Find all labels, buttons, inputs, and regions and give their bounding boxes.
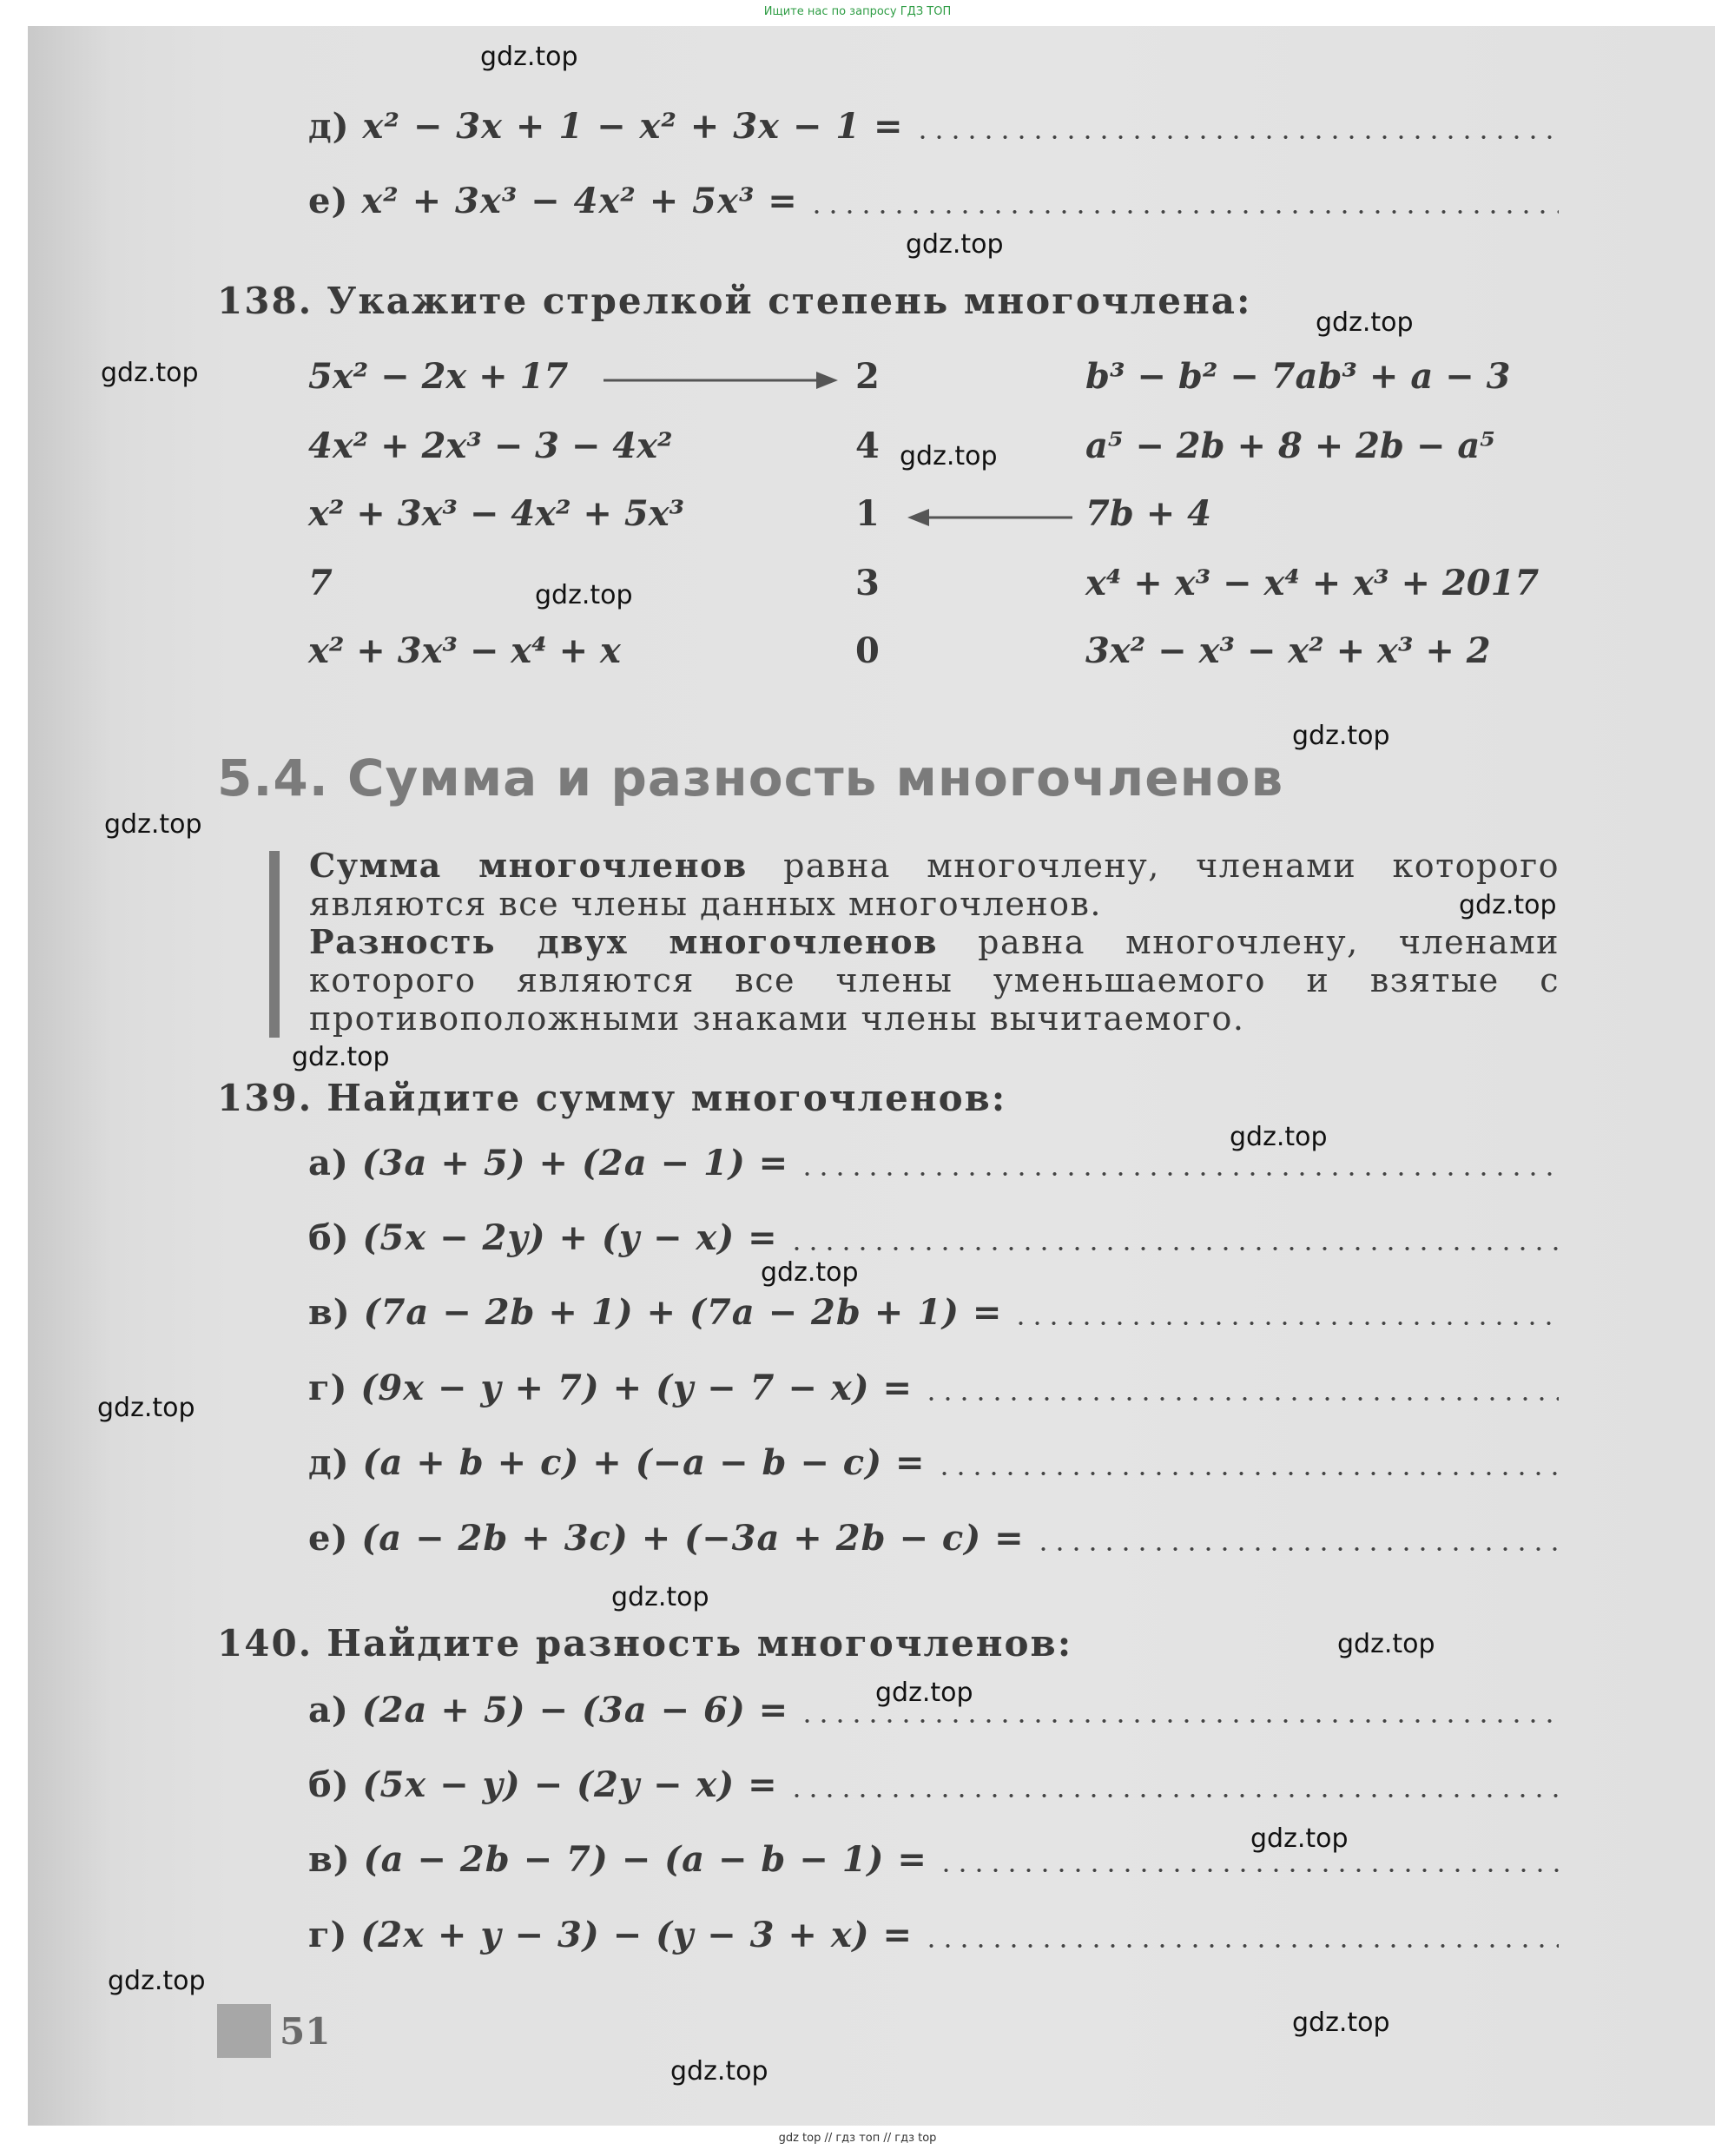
item-expression: (a + b + c) + (−a − b − c) = [362,1442,926,1483]
item-expression: (a − 2b + 3c) + (−3a + 2b − c) = [361,1518,1025,1559]
watermark: gdz.top [1292,2008,1390,2038]
ex138-left-3: 7 [308,563,333,603]
item-label: а) [308,1690,349,1731]
rule-box [309,847,1560,1038]
ex139-title [217,1077,1006,1119]
ex138-right-1: a⁵ − 2b + 8 + 2b − a⁵ [1085,425,1495,466]
item-expression: (9x − y + 7) + (y − 7 − x) = [360,1368,914,1408]
arrow-left-icon [903,502,1077,533]
watermark: gdz.top [1250,1823,1349,1854]
ex138-right-0: b³ − b² − 7ab³ + a − 3 [1085,356,1511,397]
answer-dots[interactable] [808,209,1559,214]
watermark: gdz.top [761,1257,859,1288]
item-expression: (2x + y − 3) − (y − 3 + x) = [360,1915,914,1955]
ex139-item-d [308,1442,1559,1483]
answer-dots[interactable] [788,1793,1559,1798]
watermark: gdz.top [875,1678,973,1708]
rule-diff-term: Разность двух многочленов [309,922,939,961]
top-search-note[interactable]: Ищите нас по запросу ГДЗ ТОП [763,5,952,18]
item-label: г) [308,1915,348,1955]
item-expression: (7a − 2b + 1) + (7a − 2b + 1) = [363,1292,1003,1333]
answer-dots[interactable] [1035,1546,1559,1552]
answer-dots[interactable] [936,1471,1559,1476]
watermark: gdz.top [535,580,633,610]
watermark: gdz.top [1230,1122,1328,1152]
rule-sidebar [269,851,280,1038]
ex137-item-d [308,106,1559,147]
rule-sum-text: равна многочлену, членами которого являются все члены данных многочленов. [309,847,1560,923]
item-label: б) [308,1764,350,1805]
item-expression: x² + 3x³ − 4x² + 5x³ = [361,181,798,221]
answer-dots[interactable] [799,1718,1559,1724]
watermark: gdz.top [1459,890,1557,920]
exercise-text: Укажите стрелкой степень многочлена: [327,280,1252,322]
item-label: а) [308,1143,349,1183]
bottom-note: gdz top // гдз топ // гдз top [778,2132,937,2145]
answer-dots[interactable] [923,1396,1559,1401]
watermark: gdz.top [611,1582,709,1612]
ex138-left-0: 5x² − 2x + 17 [308,356,569,397]
answer-dots[interactable] [1013,1321,1559,1326]
watermark: gdz.top [900,441,998,471]
watermark: gdz.top [97,1393,195,1423]
watermark: gdz.top [480,42,578,72]
textbook-page [28,26,1715,2126]
ex138-degree-2[interactable]: 1 [855,493,880,534]
ex140-item-v [308,1839,1559,1880]
ex139-item-v [308,1292,1559,1333]
ex138-left-1: 4x² + 2x³ − 3 − 4x² [308,425,673,466]
ex138-degree-0[interactable]: 2 [855,356,880,397]
ex138-right-2: 7b + 4 [1085,493,1211,534]
ex138-title [217,280,1251,322]
item-label: д) [308,1442,350,1483]
arrow-right-icon [599,365,842,396]
item-label: в) [308,1292,351,1333]
watermark: gdz.top [292,1042,390,1072]
ex138-right-4: 3x² − x³ − x² + x³ + 2 [1085,630,1491,671]
item-label: г) [308,1368,348,1408]
exercise-number: 140. [217,1622,313,1665]
watermark: gdz.top [1316,307,1414,338]
watermark: gdz.top [906,229,1004,260]
page-number-marker [217,2004,271,2058]
item-label: е) [308,181,349,221]
item-expression: (a − 2b − 7) − (a − b − 1) = [363,1839,927,1880]
ex140-title [217,1622,1072,1665]
watermark: gdz.top [108,1966,206,1996]
item-expression: (5x − 2y) + (y − x) = [362,1217,778,1258]
ex138-degree-1[interactable]: 4 [855,425,880,466]
watermark: gdz.top [101,358,199,388]
watermark: gdz.top [670,2056,768,2087]
exercise-text: Найдите сумму многочленов: [327,1077,1007,1119]
ex137-item-e [308,181,1559,221]
item-label: е) [308,1518,349,1559]
item-label: д) [308,106,350,147]
answer-dots[interactable] [938,1868,1559,1873]
item-expression: (2a + 5) − (3a − 6) = [361,1690,789,1731]
ex139-item-g [308,1368,1559,1408]
item-label: б) [308,1217,350,1258]
section-title: 5.4. Сумма и разность многочленов [217,748,1284,808]
ex139-item-a [308,1143,1559,1183]
ex140-item-b [308,1764,1559,1805]
exercise-number: 138. [217,280,313,322]
ex138-degree-3[interactable]: 3 [855,563,880,603]
ex138-left-4: x² + 3x³ − x⁴ + x [308,630,621,671]
ex140-item-g [308,1915,1559,1955]
answer-dots[interactable] [788,1246,1559,1251]
ex139-item-b [308,1217,1559,1258]
ex138-degree-4[interactable]: 0 [855,630,880,671]
rule-sum-term: Сумма многочленов [309,846,748,885]
item-label: в) [308,1839,351,1880]
ex138-left-2: x² + 3x³ − 4x² + 5x³ [308,493,685,534]
watermark: gdz.top [1292,721,1390,751]
page-number: 51 [280,2010,331,2053]
answer-dots[interactable] [914,135,1559,140]
ex139-item-e [308,1518,1559,1559]
watermark: gdz.top [104,809,202,840]
item-expression: (5x − y) − (2y − x) = [362,1764,778,1805]
item-expression: (3a + 5) + (2a − 1) = [361,1143,789,1183]
answer-dots[interactable] [923,1943,1559,1948]
ex138-right-3: x⁴ + x³ − x⁴ + x³ + 2017 [1085,563,1540,603]
answer-dots[interactable] [799,1171,1559,1177]
exercise-number: 139. [217,1077,313,1119]
watermark: gdz.top [1337,1629,1435,1659]
rule-diff-text: равна многочлену, членами которого являются все члены уменьшаемого и взятые с противоположными знаками члены вычитаемого. [309,923,1560,1038]
item-expression: x² − 3x + 1 − x² + 3x − 1 = [362,106,904,147]
exercise-text: Найдите разность многочленов: [327,1622,1073,1665]
